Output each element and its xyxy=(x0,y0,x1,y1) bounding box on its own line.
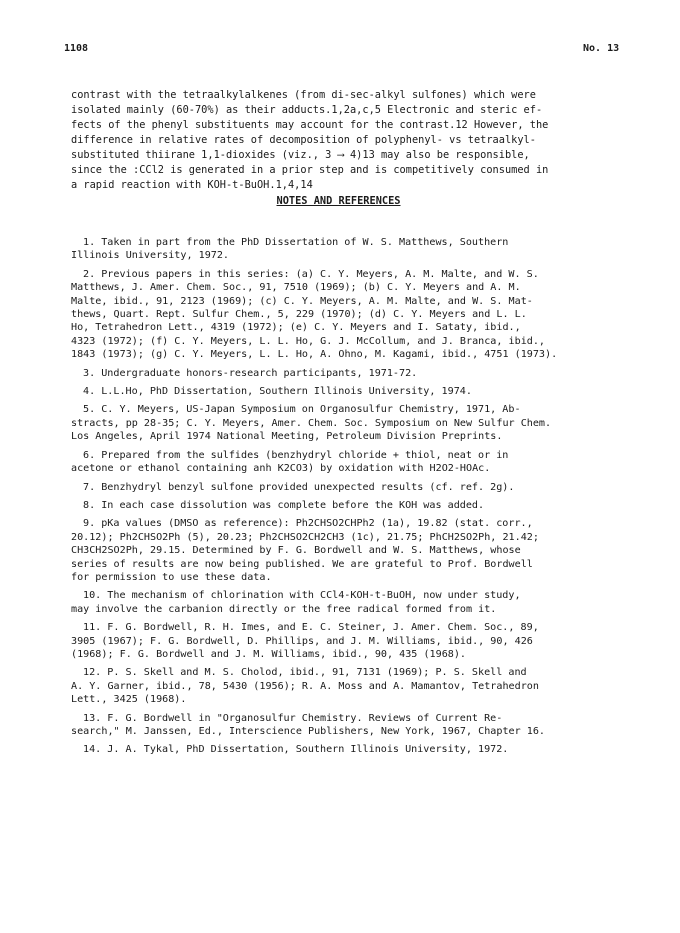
reference-line: 4. L.L.Ho, PhD Dissertation, Southern Illinois University, 1974. xyxy=(83,386,472,398)
reference-item xyxy=(71,367,611,380)
reference-item xyxy=(71,743,611,756)
body-line: contrast with the tetraalkylalkenes (from di-sec-alkyl sulfones) which were xyxy=(71,89,536,101)
reference-line: search," M. Janssen, Ed., Interscience Publishers, New York, 1967, Chapter 16. xyxy=(71,726,546,737)
body-line: substituted thiirane 1,1-dioxides (viz., 3 ⟶ 4)13 may also be responsible, xyxy=(71,149,530,161)
reference-line: Lett., 3425 (1968). xyxy=(71,694,187,706)
reference-line: Los Angeles, April 1974 National Meeting, Petroleum Division Preprints. xyxy=(71,431,503,443)
reference-line: 5. C. Y. Meyers, US-Japan Symposium on Organosulfur Chemistry, 1971, Ab- xyxy=(83,404,521,416)
reference-line: 3. Undergraduate honors-research participants, 1971-72. xyxy=(83,367,418,379)
reference-line: for permission to use these data. xyxy=(71,571,272,583)
reference-line: 13. F. G. Bordwell in "Organosulfur Chemistry. Reviews of Current Re- xyxy=(83,712,503,724)
reference-item xyxy=(71,589,611,616)
reference-item xyxy=(71,385,611,398)
reference-line: stracts, pp 28-35; C. Y. Meyers, Amer. Chem. Soc. Symposium on New Sulfur Chem. xyxy=(71,417,552,429)
reference-line: 1843 (1973); (g) C. Y. Meyers, L. L. Ho, A. Ohno, M. Kagami, ibid., 4751 (1973). xyxy=(71,349,558,361)
reference-line: 2. Previous papers in this series: (a) C. Y. Meyers, A. M. Malte, and W. S. xyxy=(83,268,539,280)
reference-line: 6. Prepared from the sulfides (benzhydryl chloride + thiol, neat or in xyxy=(83,449,509,461)
reference-line: 8. In each case dissolution was complete before the KOH was added. xyxy=(83,499,485,511)
reference-line: thews, Quart. Rept. Sulfur Chem., 5, 229 (1970); (d) C. Y. Meyers and L. L. xyxy=(71,309,527,321)
reference-line: 1. Taken in part from the PhD Dissertation of W. S. Matthews, Southern xyxy=(83,237,509,248)
reference-line: 10. The mechanism of chlorination with CCl4-KOH-t-BuOH, now under study, xyxy=(83,590,521,602)
reference-line: (1968); F. G. Bordwell and J. M. Williams, ibid., 90, 435 (1968). xyxy=(71,648,467,660)
body-line: since the :CCl2 is generated in a prior step and is competitively consumed in xyxy=(71,164,549,176)
references-list xyxy=(71,236,611,762)
reference-line: 7. Benzhydryl benzyl sulfone provided unexpected results (cf. ref. 2g). xyxy=(83,481,515,493)
reference-item xyxy=(71,621,611,661)
issue-number: No. 13 xyxy=(583,43,620,54)
reference-item xyxy=(71,499,611,512)
reference-line: Illinois University, 1972. xyxy=(71,250,230,262)
reference-line: 4323 (1972); (f) C. Y. Meyers, L. L. Ho, G. J. McCollum, and J. Branca, ibid., xyxy=(71,335,546,347)
reference-line: CH3CH2SO2Ph, 29.15. Determined by F. G. Bordwell and W. S. Matthews, whose xyxy=(71,545,521,557)
reference-line: Malte, ibid., 91, 2123 (1969); (c) C. Y. Meyers, A. M. Malte, and W. S. Mat- xyxy=(71,295,533,307)
reference-line: Matthews, J. Amer. Chem. Soc., 91, 7510 (1969); (b) C. Y. Meyers and A. M. xyxy=(71,282,521,294)
reference-item xyxy=(71,449,611,476)
reference-line: may involve the carbanion directly or the free radical formed from it. xyxy=(71,603,497,615)
reference-item xyxy=(71,517,611,584)
reference-line: 20.12); Ph2CHSO2Ph (5), 20.23; Ph2CHSO2CH2CH3 (1c), 21.75; PhCH2SO2Ph, 21.42; xyxy=(71,531,539,543)
reference-item xyxy=(71,268,611,362)
body-line: fects of the phenyl substituents may account for the contrast.12 However, the xyxy=(71,119,549,131)
page-number: 1108 xyxy=(64,43,89,54)
reference-line: acetone or ethanol containing anh K2CO3) by oxidation with H2O2-HOAc. xyxy=(71,463,491,475)
reference-line: series of results are now being published. We are grateful to Prof. Bordwell xyxy=(71,558,533,570)
reference-item xyxy=(71,712,611,739)
body-line: difference in relative rates of decomposition of polyphenyl- vs tetraalkyl- xyxy=(71,134,536,146)
reference-item xyxy=(71,236,611,263)
reference-line: 9. pKa values (DMSO as reference): Ph2CHSO2CHPh2 (1a), 19.82 (stat. corr., xyxy=(83,518,533,530)
body-line: a rapid reaction with KOH-t-BuOH.1,4,14 xyxy=(71,179,313,191)
reference-item xyxy=(71,481,611,494)
reference-line: 14. J. A. Tykal, PhD Dissertation, Southern Illinois University, 1972. xyxy=(83,744,509,756)
reference-line: Ho, Tetrahedron Lett., 4319 (1972); (e) C. Y. Meyers and I. Sataty, ibid., xyxy=(71,322,521,334)
reference-item xyxy=(71,666,611,706)
body-text xyxy=(71,88,606,218)
reference-line: 11. F. G. Bordwell, R. H. Imes, and E. C. Steiner, J. Amer. Chem. Soc., 89, xyxy=(83,622,539,634)
reference-line: 3905 (1967); F. G. Bordwell, D. Phillips, and J. M. Williams, ibid., 90, 426 xyxy=(71,635,533,647)
reference-line: 12. P. S. Skell and M. S. Cholod, ibid., 91, 7131 (1969); P. S. Skell and xyxy=(83,667,527,679)
body-line: isolated mainly (60-70%) as their adducts.1,2a,c,5 Electronic and steric ef- xyxy=(71,104,543,116)
section-heading: NOTES AND REFERENCES xyxy=(276,195,401,207)
reference-line: A. Y. Garner, ibid., 78, 5430 (1956); R. A. Moss and A. Mamantov, Tetrahedron xyxy=(71,680,539,692)
reference-item xyxy=(71,403,611,443)
